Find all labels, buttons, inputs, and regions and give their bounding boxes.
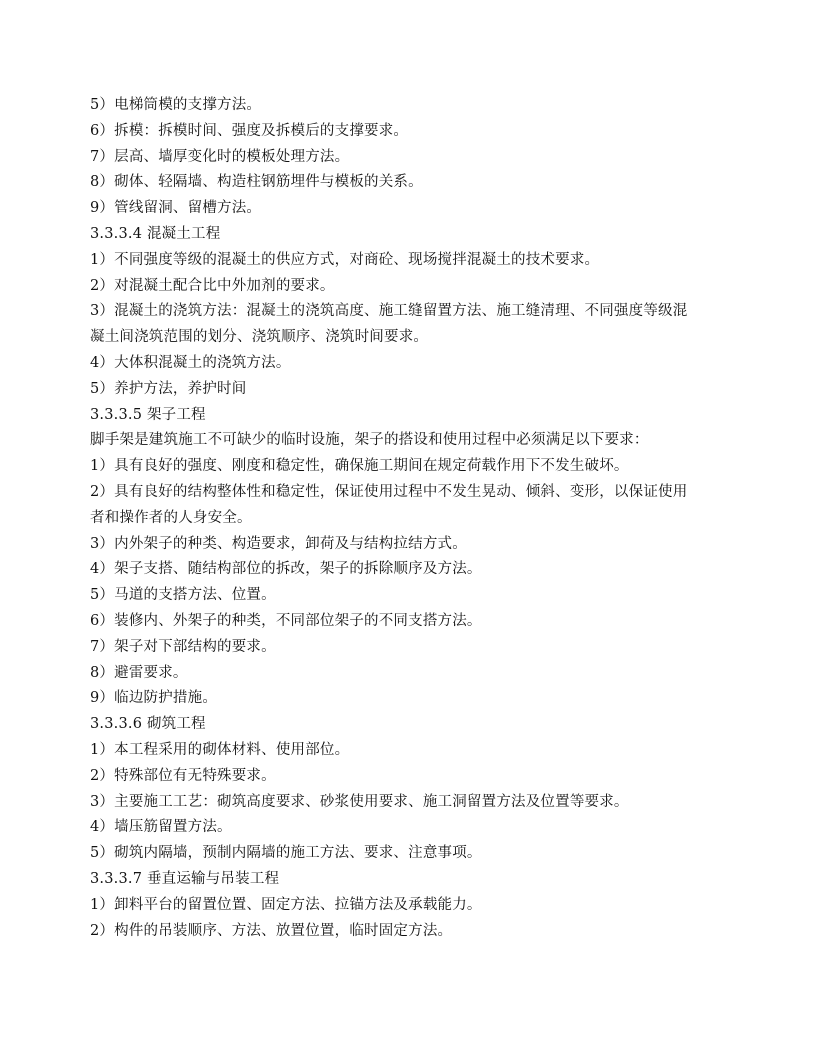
list-item: 6）拆模：拆模时间、强度及拆模后的支撑要求。 (90, 122, 409, 139)
list-item: 5）马道的支搭方法、位置。 (90, 587, 276, 604)
list-item: 4）架子支搭、随结构部位的拆改，架子的拆除顺序及方法。 (90, 561, 482, 578)
list-item: 8）避雷要求。 (90, 664, 188, 681)
list-item: 1）卸料平台的留置位置、固定方法、拉锚方法及承载能力。 (90, 896, 482, 913)
list-item: 1）本工程采用的砌体材料、使用部位。 (90, 741, 350, 758)
list-item: 1）具有良好的强度、刚度和稳定性，确保施工期间在规定荷载作用下不发生破坏。 (90, 458, 629, 475)
section-heading: 3.3.3.5 架子工程 (90, 406, 206, 423)
list-item: 7）层高、墙厚变化时的模板处理方法。 (90, 148, 350, 165)
list-item: 2）对混凝土配合比中外加剂的要求。 (90, 277, 335, 294)
list-item: 9）管线留洞、留槽方法。 (90, 200, 262, 217)
section-heading: 3.3.3.7 垂直运输与吊装工程 (90, 870, 280, 887)
list-item: 5）电梯筒模的支撑方法。 (90, 97, 262, 113)
section-heading: 3.3.3.4 混凝土工程 (90, 225, 221, 242)
list-item: 1）不同强度等级的混凝土的供应方式，对商砼、现场搅拌混凝土的技术要求。 (90, 251, 600, 268)
paragraph: 脚手架是建筑施工不可缺少的临时设施，架子的搭设和使用过程中必须满足以下要求： (90, 432, 649, 449)
list-item: 3）主要施工工艺：砌筑高度要求、砂浆使用要求、施工洞留置方法及位置等要求。 (90, 793, 629, 810)
list-item: 3）内外架子的种类、构造要求，卸荷及与结构拉结方式。 (90, 535, 467, 552)
list-item: 7）架子对下部结构的要求。 (90, 638, 276, 655)
list-item: 6）装修内、外架子的种类，不同部位架子的不同支搭方法。 (90, 612, 482, 629)
list-item: 2）特殊部位有无特殊要求。 (90, 767, 276, 784)
list-item: 2）具有良好的结构整体性和稳定性，保证使用过程中不发生晃动、倾斜、变形，以保证使用 (90, 483, 688, 500)
document-body (90, 93, 750, 944)
list-item-continuation: 凝土间浇筑范围的划分、浇筑顺序、浇筑时间要求。 (90, 329, 429, 346)
list-item: 2）构件的吊装顺序、方法、放置位置，临时固定方法。 (90, 922, 453, 939)
list-item: 4）大体积混凝土的浇筑方法。 (90, 354, 291, 371)
list-item-continuation: 者和操作者的人身安全。 (90, 509, 252, 526)
section-heading: 3.3.3.6 砌筑工程 (90, 716, 206, 733)
list-item: 3）混凝土的浇筑方法：混凝土的浇筑高度、施工缝留置方法、施工缝清理、不同强度等级混 (90, 303, 688, 320)
list-item: 5）砌筑内隔墙，预制内隔墙的施工方法、要求、注意事项。 (90, 845, 482, 862)
list-item: 4）墙压筋留置方法。 (90, 819, 232, 836)
list-item: 8）砌体、轻隔墙、构造柱钢筋埋件与模板的关系。 (90, 174, 423, 191)
list-item: 9）临边防护措施。 (90, 690, 218, 707)
list-item: 5）养护方法，养护时间 (90, 380, 247, 397)
